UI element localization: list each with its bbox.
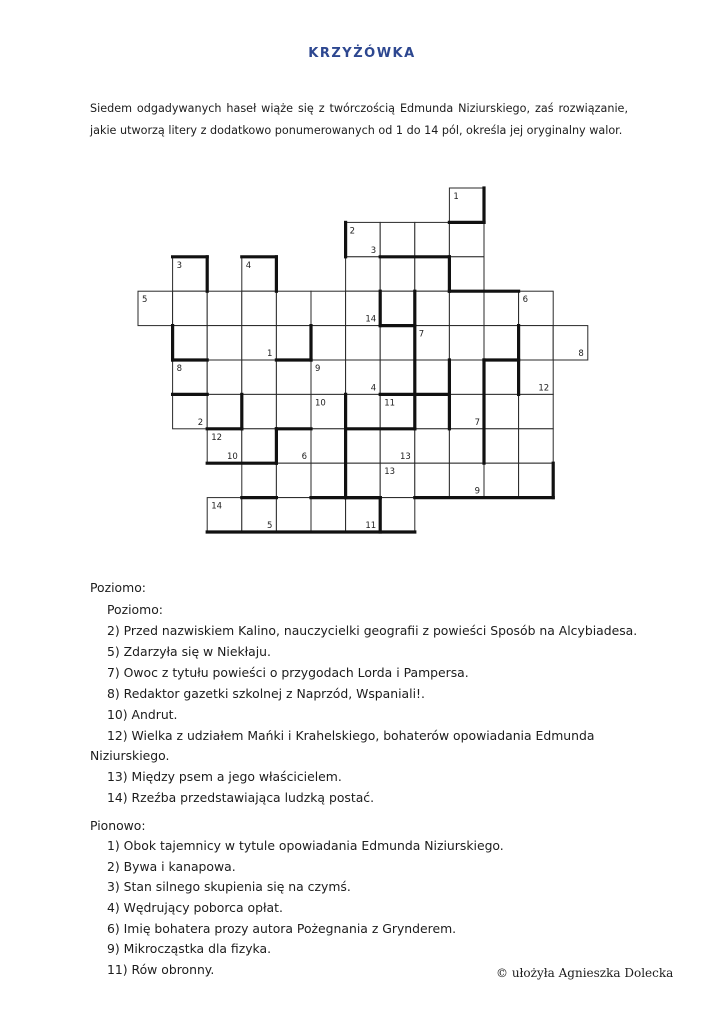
grid-cell[interactable] <box>380 222 415 256</box>
grid-cell[interactable] <box>415 394 450 428</box>
grid-cell[interactable] <box>380 498 415 532</box>
grid-cell[interactable] <box>311 291 346 325</box>
down-clue: 1) Obok tajemnicy w tytule opowiadania Edmunda Niziurskiego. <box>107 838 504 853</box>
solution-number: 2 <box>197 417 204 428</box>
clue-number: 4 <box>245 260 252 271</box>
grid-cell[interactable] <box>276 291 311 325</box>
solution-number: 3 <box>370 245 377 256</box>
grid-cell[interactable] <box>276 326 311 360</box>
author-signature: © ułożyła Agnieszka Dolecka <box>496 966 674 980</box>
clue-number: 9 <box>315 364 321 374</box>
grid-cell[interactable] <box>449 257 484 291</box>
grid-cell[interactable] <box>346 326 381 360</box>
down-clue: 6) Imię bohatera prozy autora Pożegnania z Grynderem. <box>107 921 457 936</box>
grid-cell[interactable] <box>242 360 277 394</box>
solution-number: 5 <box>266 521 273 531</box>
across-heading: Poziomo: <box>90 580 146 595</box>
grid-cell[interactable] <box>346 463 381 497</box>
grid-cell[interactable] <box>519 394 554 428</box>
grid-cell[interactable] <box>380 360 415 394</box>
clue-number: 12 <box>211 432 223 443</box>
grid-cell[interactable] <box>207 326 242 360</box>
grid-cell[interactable] <box>242 463 277 497</box>
grid-cell[interactable] <box>311 463 346 497</box>
grid-cell[interactable] <box>415 360 450 394</box>
clue-number: 8 <box>176 364 183 374</box>
grid-cell[interactable] <box>242 429 277 463</box>
grid-cell[interactable] <box>449 326 484 360</box>
solution-number: 6 <box>301 452 307 463</box>
grid-cell[interactable] <box>484 394 519 428</box>
down-clue: 3) Stan silnego skupienia się na czymś. <box>107 879 351 894</box>
clue-number: 1 <box>453 192 459 202</box>
grid-cell[interactable] <box>346 257 381 291</box>
page-title: KRZYŻÓWKA <box>308 46 416 61</box>
grid-cell[interactable] <box>484 429 519 463</box>
grid-cell[interactable] <box>173 291 208 325</box>
grid-cell[interactable] <box>276 360 311 394</box>
across-clue: 12) Wielka z udziałem Mańki i Krahelskiego, bohaterów opowiadania Edmunda <box>107 728 595 743</box>
solution-number: 11 <box>365 521 377 531</box>
solution-number: 1 <box>266 349 273 359</box>
grid-cell[interactable] <box>207 394 242 428</box>
across-clue: 8) Redaktor gazetki szkolnej z Naprzód, Wspaniali!. <box>107 686 425 701</box>
grid-cell[interactable] <box>311 429 346 463</box>
grid-cell[interactable] <box>484 326 519 360</box>
grid-cell[interactable] <box>415 222 450 256</box>
solution-number: 4 <box>370 383 377 394</box>
solution-number: 9 <box>474 486 480 497</box>
grid-cell[interactable] <box>242 394 277 428</box>
grid-cell[interactable] <box>346 429 381 463</box>
grid-cell[interactable] <box>449 429 484 463</box>
grid-cell[interactable] <box>484 360 519 394</box>
across-clue-continuation: Niziurskiego. <box>90 748 170 763</box>
grid-cell[interactable] <box>449 291 484 325</box>
solution-number: 13 <box>399 452 411 463</box>
grid-cell[interactable] <box>242 291 277 325</box>
grid-cell[interactable] <box>276 498 311 532</box>
solution-number: 14 <box>365 314 377 325</box>
grid-cell[interactable] <box>415 257 450 291</box>
clue-number: 2 <box>349 226 356 237</box>
grid-cell[interactable] <box>415 463 450 497</box>
grid-cell[interactable] <box>276 394 311 428</box>
down-clue: 11) Rów obronny. <box>107 962 215 977</box>
down-heading: Pionowo: <box>90 818 146 833</box>
clue-number: 7 <box>418 329 425 340</box>
across-clue: 10) Andrut. <box>107 707 178 722</box>
clue-number: 13 <box>384 467 396 478</box>
solution-number: 10 <box>226 452 238 463</box>
down-clue: 9) Mikrocząstka dla fizyka. <box>107 941 272 956</box>
solution-number: 8 <box>578 349 584 359</box>
down-clue: 4) Wędrujący poborca opłat. <box>107 900 283 915</box>
grid-cell[interactable] <box>207 360 242 394</box>
grid-cell[interactable] <box>519 463 554 497</box>
grid-cell[interactable] <box>484 463 519 497</box>
across-clue: 5) Zdarzyła się w Niekłaju. <box>107 644 271 659</box>
clue-number: 3 <box>176 260 183 271</box>
across-clue: 14) Rzeźba przedstawiająca ludzką postać. <box>107 790 375 805</box>
grid-cell[interactable] <box>484 291 519 325</box>
grid-cell[interactable] <box>449 360 484 394</box>
solution-number: 7 <box>474 417 480 428</box>
grid-cell[interactable] <box>173 326 208 360</box>
across-clue: 13) Między psem a jego właścicielem. <box>107 769 342 784</box>
grid-cell[interactable] <box>380 326 415 360</box>
clue-number: 5 <box>142 295 148 306</box>
grid-cell[interactable] <box>311 498 346 532</box>
clue-number: 6 <box>522 295 529 306</box>
clue-number: 11 <box>384 398 396 409</box>
clue-number: 14 <box>211 501 223 512</box>
grid-cell[interactable] <box>276 463 311 497</box>
grid-cell[interactable] <box>519 429 554 463</box>
grid-cell[interactable] <box>415 429 450 463</box>
grid-cell[interactable] <box>311 326 346 360</box>
solution-number: 12 <box>538 383 550 394</box>
grid-cell[interactable] <box>519 326 554 360</box>
across-subheading: Poziomo: <box>107 602 163 617</box>
grid-cell[interactable] <box>380 291 415 325</box>
grid-cell[interactable] <box>380 257 415 291</box>
grid-cell[interactable] <box>415 291 450 325</box>
down-clue: 2) Bywa i kanapowa. <box>107 859 236 874</box>
grid-cell[interactable] <box>346 394 381 428</box>
grid-cell[interactable] <box>449 222 484 256</box>
across-clue: 7) Owoc z tytułu powieści o przygodach Lorda i Pampersa. <box>107 665 469 680</box>
intro-paragraph: Siedem odgadywanych haseł wiąże się z twórczością Edmunda Niziurskiego, zaś rozwiązanie, jakie utworzą litery z dodatkowo ponumerowanych od 1 do 14 pól, określa jej oryginalny walor. <box>90 102 628 137</box>
clue-number: 10 <box>315 398 326 409</box>
grid-cell[interactable] <box>207 291 242 325</box>
across-clue: 2) Przed nazwiskiem Kalino, nauczycielki geografii z powieści Sposób na Alcybiadesa. <box>107 623 638 638</box>
